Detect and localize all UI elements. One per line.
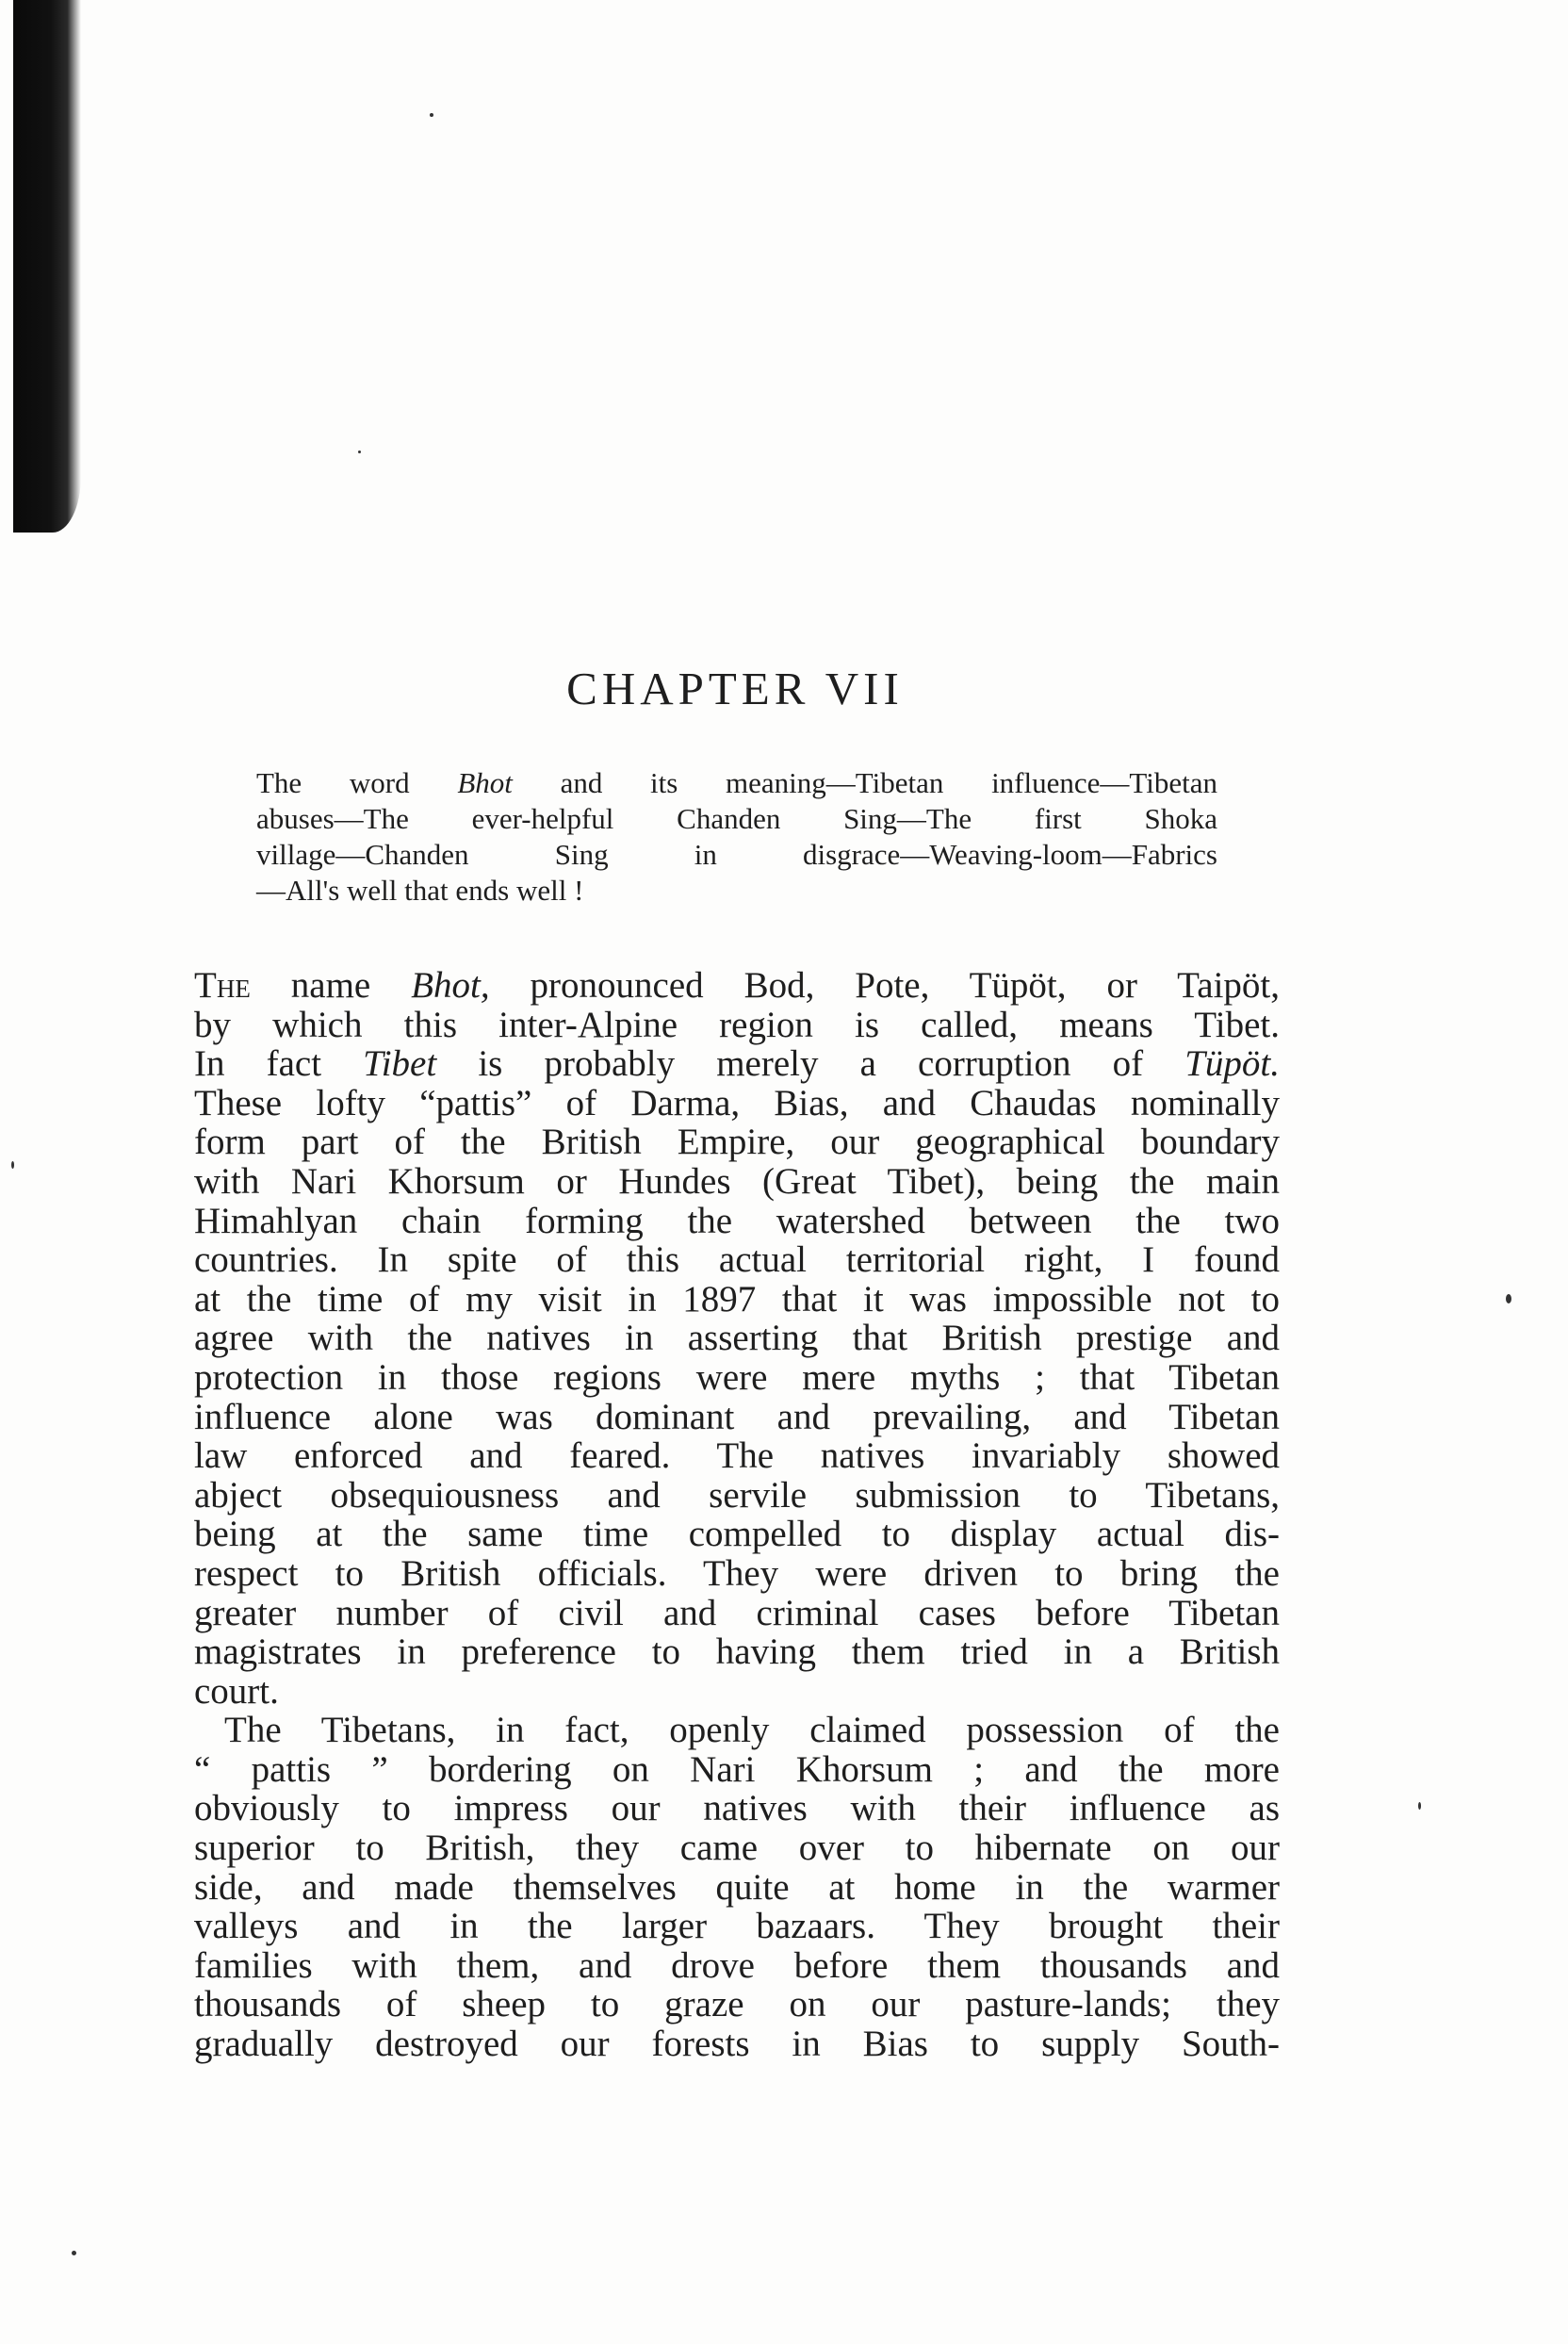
body-line: agree with the natives in asserting that British prestige and xyxy=(194,1318,1280,1359)
synopsis-line: village—Chanden Sing in disgrace—Weaving-loom—Fabrics xyxy=(256,838,1217,871)
body-line: form part of the British Empire, our geographical boundary xyxy=(194,1122,1280,1163)
body-line: law enforced and feared. The natives invariably showed xyxy=(194,1435,1280,1477)
synopsis-line: abuses—The ever-helpful Chanden Sing—The first Shoka xyxy=(256,802,1217,835)
scan-speck xyxy=(430,113,433,117)
body-line: court. xyxy=(194,1670,279,1712)
body-line: Himahlyan chain forming the watershed between the two xyxy=(194,1200,1280,1241)
body-line: by which this inter-Alpine region is called, means Tibet. xyxy=(194,1004,1280,1045)
scan-speck xyxy=(72,2251,76,2255)
body-line: with Nari Khorsum or Hundes (Great Tibet), being the main xyxy=(194,1160,1280,1202)
body-line: protection in those regions were mere myths ; that Tibetan xyxy=(194,1356,1280,1398)
body-line: gradually destroyed our forests in Bias to supply South- xyxy=(194,2024,1280,2065)
binding-shadow xyxy=(13,0,81,533)
body-line: respect to British officials. They were driven to bring the xyxy=(194,1552,1280,1594)
chapter-title: CHAPTER VII xyxy=(566,663,904,714)
body-line: side, and made themselves quite at home in the warmer xyxy=(194,1866,1280,1908)
scan-speck xyxy=(1506,1294,1511,1303)
body-line: magistrates in preference to having them tried in a British xyxy=(194,1631,1280,1673)
body-line: greater number of civil and criminal cases before Tibetan xyxy=(194,1592,1280,1633)
scan-speck xyxy=(358,451,361,453)
scan-speck xyxy=(11,1161,14,1169)
body-line: “ pattis ” bordering on Nari Khorsum ; and the more xyxy=(194,1748,1280,1790)
body-line: The Tibetans, in fact, openly claimed possession of the xyxy=(224,1710,1280,1751)
body-line: thousands of sheep to graze on our pasture-lands; they xyxy=(194,1984,1280,2025)
body-text xyxy=(194,966,1280,2064)
body-line: superior to British, they came over to hibernate on our xyxy=(194,1828,1280,1869)
body-line: obviously to impress our natives with their influence as xyxy=(194,1788,1280,1829)
chapter-synopsis xyxy=(256,765,1217,909)
synopsis-line: The word Bhot and its meaning—Tibetan influence—Tibetan xyxy=(256,766,1217,799)
body-line: being at the same time compelled to display actual dis- xyxy=(194,1514,1280,1555)
synopsis-line: —All's well that ends well ! xyxy=(256,874,584,907)
body-line: In fact Tibet is probably merely a corruption of Tüpöt. xyxy=(194,1043,1280,1085)
scan-speck xyxy=(1418,1802,1421,1810)
body-line: influence alone was dominant and prevailing, and Tibetan xyxy=(194,1396,1280,1437)
body-line: The name Bhot, pronounced Bod, Pote, Tüpöt, or Taipöt, xyxy=(194,965,1280,1006)
body-line: countries. In spite of this actual territorial right, I found xyxy=(194,1239,1280,1281)
body-line: These lofty “pattis” of Darma, Bias, and Chaudas nominally xyxy=(194,1082,1280,1123)
drop-word: The xyxy=(194,965,251,1006)
body-line: abject obsequiousness and servile submission to Tibetans, xyxy=(194,1474,1280,1516)
body-line: valleys and in the larger bazaars. They brought their xyxy=(194,1906,1280,1947)
body-line: at the time of my visit in 1897 that it was impossible not to xyxy=(194,1278,1280,1320)
body-line: families with them, and drove before them thousands and xyxy=(194,1944,1280,1986)
